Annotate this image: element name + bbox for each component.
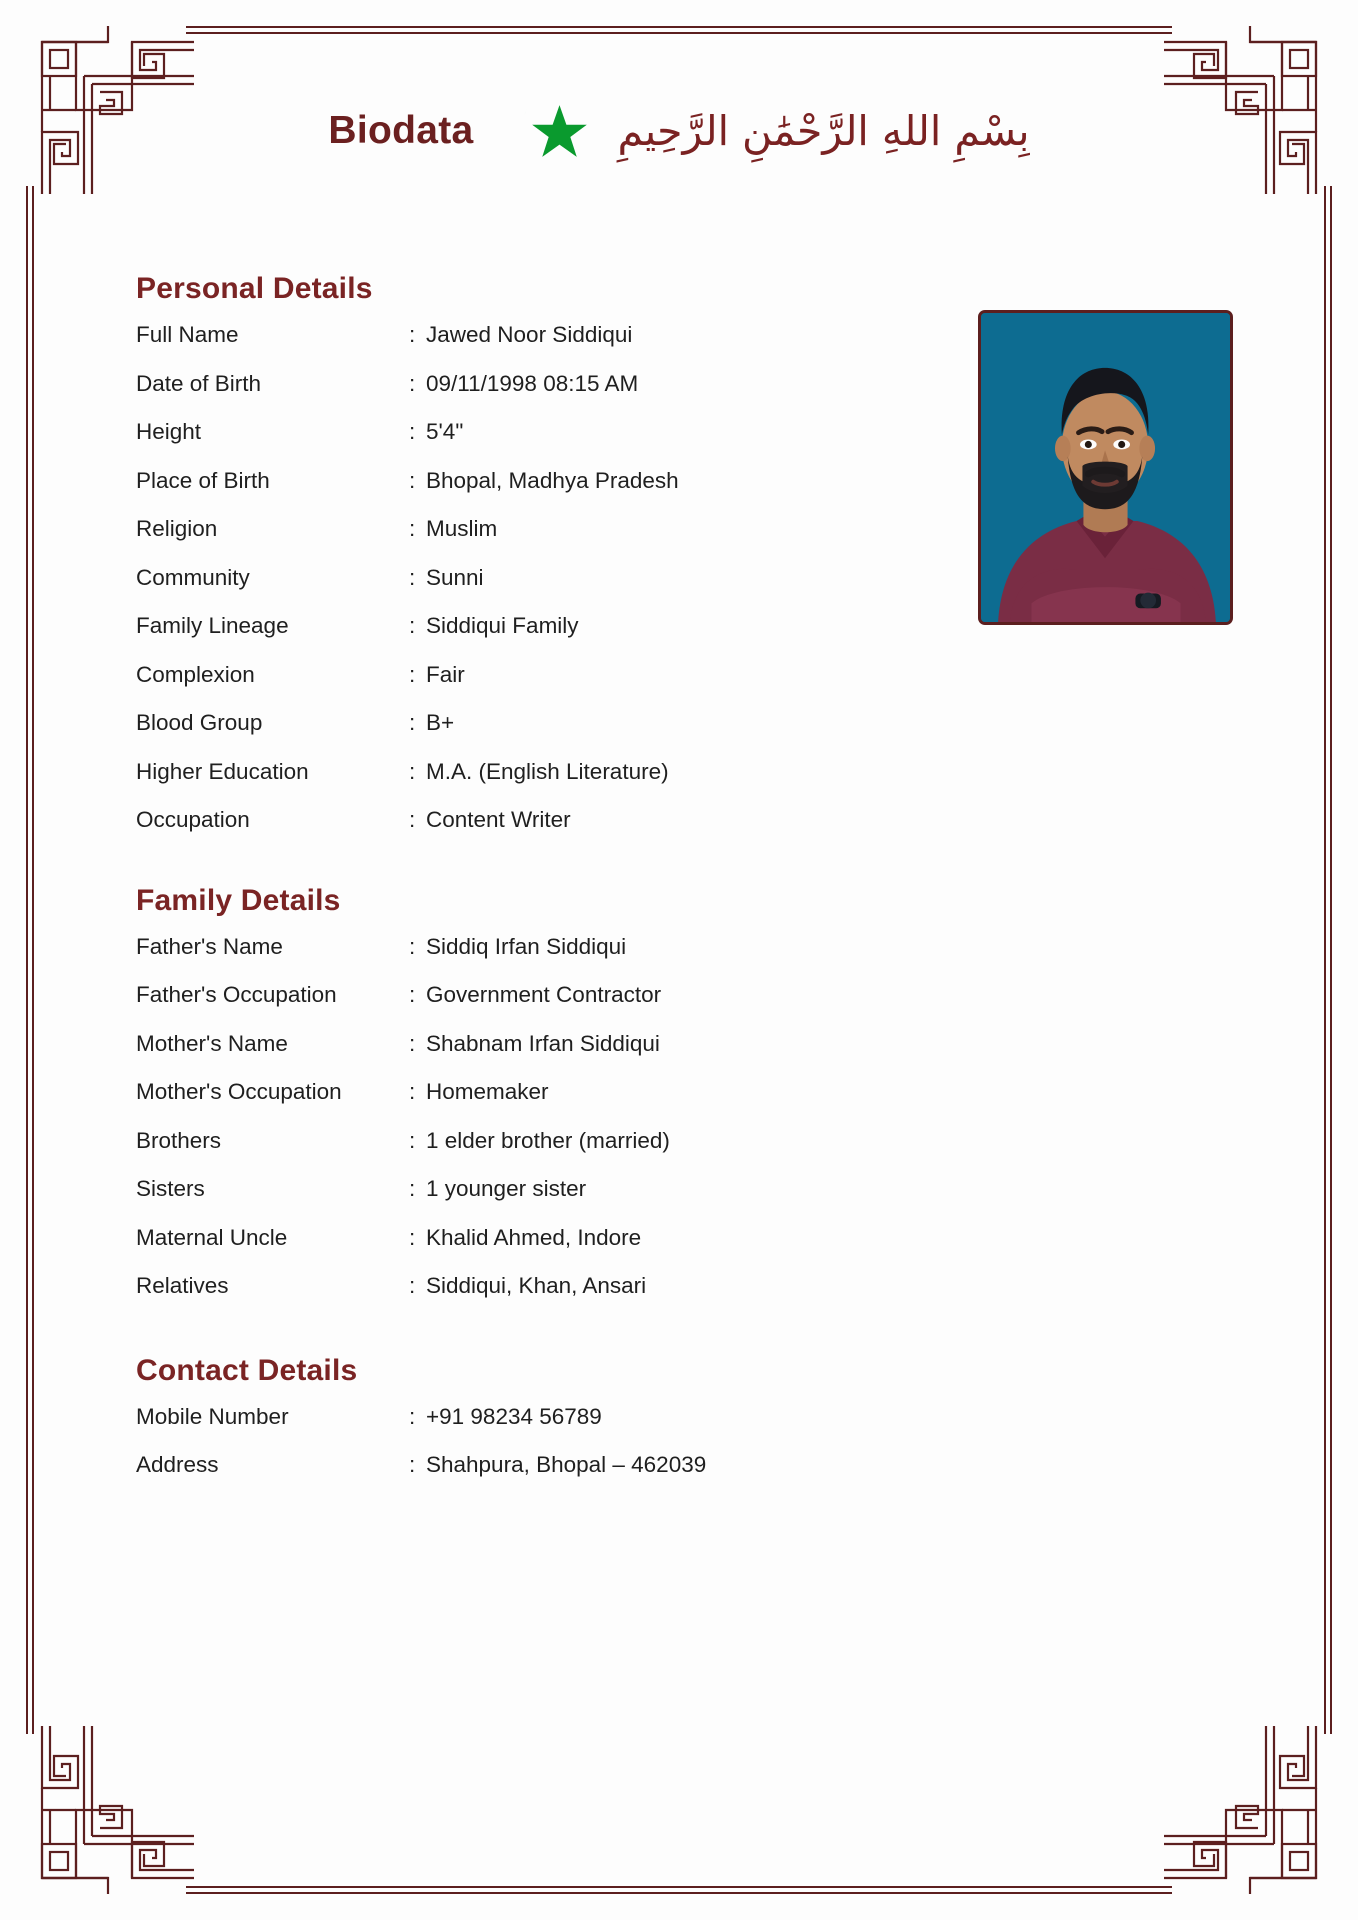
detail-separator: : <box>409 1224 416 1250</box>
detail-separator: : <box>409 710 416 735</box>
detail-value: Shabnam Irfan Siddiqui <box>426 1030 660 1056</box>
detail-value: 5'4" <box>426 419 464 444</box>
detail-row <box>136 1128 966 1177</box>
detail-value: Jawed Noor Siddiqui <box>426 322 633 347</box>
detail-value: Bhopal, Madhya Pradesh <box>426 467 679 493</box>
detail-row <box>136 1176 966 1225</box>
detail-separator: : <box>409 564 416 590</box>
detail-label: Mobile Number <box>136 1403 289 1429</box>
detail-label: Occupation <box>136 807 250 832</box>
detail-row <box>136 565 966 614</box>
detail-label: Relatives <box>136 1273 229 1298</box>
detail-row <box>136 934 966 983</box>
detail-separator: : <box>409 1079 416 1104</box>
detail-label: Sisters <box>136 1176 205 1201</box>
detail-row <box>136 1404 966 1453</box>
detail-value: 09/11/1998 08:15 AM <box>426 370 639 396</box>
detail-value: Siddiqui Family <box>426 613 579 638</box>
detail-separator: : <box>409 1273 416 1298</box>
detail-row <box>136 613 966 662</box>
section-personal-details <box>136 272 966 856</box>
detail-row <box>136 468 966 517</box>
detail-value: M.A. (English Literature) <box>426 758 669 784</box>
detail-row <box>136 1079 966 1128</box>
detail-row <box>136 419 966 468</box>
detail-row <box>136 1225 966 1274</box>
detail-label: Mother's Name <box>136 1030 288 1056</box>
detail-label: Religion <box>136 516 218 541</box>
detail-label: Mother's Occupation <box>136 1079 342 1104</box>
detail-label: Address <box>136 1452 219 1477</box>
section-title-family-details: Family Details <box>136 883 341 917</box>
detail-value: Khalid Ahmed, Indore <box>426 1224 642 1250</box>
detail-label: Height <box>136 419 202 444</box>
detail-separator: : <box>409 370 416 396</box>
border-rail-left <box>26 186 34 1734</box>
corner-ornament-bottom-left-icon <box>14 1726 194 1906</box>
detail-separator: : <box>409 933 416 959</box>
detail-label: Community <box>136 564 250 590</box>
section-family-details <box>136 884 966 1322</box>
bismillah-text: بِسْمِ اللهِ الرَّحْمَٰنِ الرَّحِيمِ <box>617 107 1030 156</box>
star-and-crescent-icon <box>500 84 596 176</box>
detail-value: B+ <box>426 710 455 735</box>
portrait-photo <box>978 310 1233 625</box>
detail-label: Maternal Uncle <box>136 1224 288 1250</box>
section-title-personal-details: Personal Details <box>136 272 373 305</box>
detail-row <box>136 710 966 759</box>
detail-row <box>136 759 966 808</box>
detail-label: Date of Birth <box>136 370 262 396</box>
detail-label: Complexion <box>136 661 255 687</box>
family-details-rows <box>136 934 966 1322</box>
border-rail-right <box>1324 186 1332 1734</box>
corner-ornament-bottom-right-icon <box>1164 1726 1344 1906</box>
detail-row <box>136 371 966 420</box>
detail-separator: : <box>409 1452 416 1477</box>
personal-details-rows <box>136 322 966 856</box>
contact-details-rows <box>136 1404 966 1501</box>
detail-separator: : <box>409 661 416 687</box>
detail-separator: : <box>409 419 416 444</box>
section-contact-details <box>136 1354 966 1501</box>
detail-label: Blood Group <box>136 710 263 735</box>
detail-value: Fair <box>426 661 465 687</box>
detail-separator: : <box>409 1127 416 1153</box>
detail-value: Content Writer <box>426 807 571 832</box>
detail-value: Homemaker <box>426 1079 549 1104</box>
detail-separator: : <box>409 982 416 1007</box>
detail-label: Brothers <box>136 1127 222 1153</box>
detail-value: Sunni <box>426 564 484 590</box>
detail-row <box>136 1452 966 1501</box>
detail-separator: : <box>409 1030 416 1056</box>
border-rail-top <box>186 26 1172 34</box>
detail-value: 1 younger sister <box>426 1176 587 1201</box>
detail-separator: : <box>409 516 416 541</box>
detail-separator: : <box>409 467 416 493</box>
detail-label: Father's Occupation <box>136 982 337 1007</box>
detail-row <box>136 982 966 1031</box>
detail-value: +91 98234 56789 <box>426 1403 602 1429</box>
detail-row <box>136 1031 966 1080</box>
document-header <box>0 84 1358 176</box>
detail-label: Full Name <box>136 322 239 347</box>
detail-separator: : <box>409 322 416 347</box>
detail-separator: : <box>409 807 416 832</box>
detail-separator: : <box>409 758 416 784</box>
border-rail-bottom <box>186 1886 1172 1894</box>
detail-label: Father's Name <box>136 933 283 959</box>
detail-label: Higher Education <box>136 758 309 784</box>
detail-row <box>136 1273 966 1322</box>
detail-row <box>136 516 966 565</box>
detail-value: Shahpura, Bhopal – 462039 <box>426 1452 707 1477</box>
detail-value: 1 elder brother (married) <box>426 1127 670 1153</box>
detail-row <box>136 662 966 711</box>
detail-label: Family Lineage <box>136 613 289 638</box>
detail-value: Government Contractor <box>426 982 662 1007</box>
detail-value: Siddiqui, Khan, Ansari <box>426 1273 647 1298</box>
detail-value: Muslim <box>426 516 498 541</box>
page-title: Biodata <box>328 108 474 152</box>
detail-row <box>136 322 966 371</box>
detail-row <box>136 807 966 856</box>
detail-separator: : <box>409 1176 416 1201</box>
detail-label: Place of Birth <box>136 467 270 493</box>
section-title-contact-details: Contact Details <box>136 1353 358 1387</box>
detail-value: Siddiq Irfan Siddiqui <box>426 933 627 959</box>
detail-separator: : <box>409 1403 416 1429</box>
biodata-content <box>136 272 966 1505</box>
detail-separator: : <box>409 613 416 638</box>
